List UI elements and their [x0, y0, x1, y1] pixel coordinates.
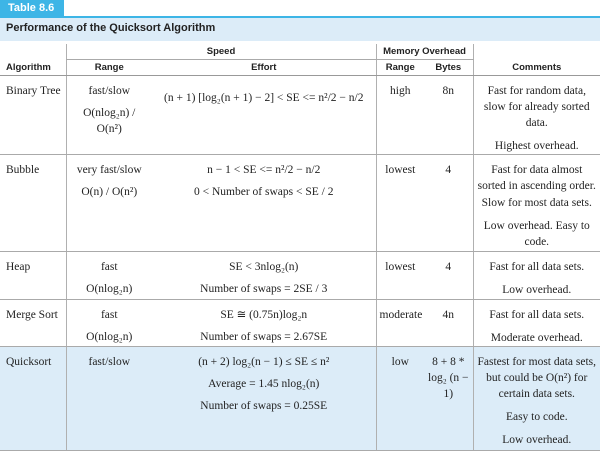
table-label: Table 8.6 [0, 0, 64, 16]
range-line: O(n) / O(n²) [81, 186, 138, 199]
range-line: fast/slow [88, 355, 131, 368]
table-row [0, 252, 600, 299]
effort-line: 0 < Number of swaps < SE / 2 [194, 186, 334, 199]
header-range: Range [66, 60, 152, 76]
bytes-cell: 4 [424, 252, 473, 299]
header-effort: Effort [152, 60, 376, 76]
table-row [0, 346, 600, 450]
algorithm-cell: Quicksort [0, 346, 66, 450]
algorithm-cell: Heap [0, 252, 66, 299]
range-line: fast [100, 261, 118, 274]
header-mem-range: Range [376, 60, 424, 76]
table-row [0, 155, 600, 252]
algorithm-cell: Binary Tree [0, 76, 66, 155]
effort-line: (n + 1) [log₂(n + 1) − 2] < SE <= n²/2 − n/2 [164, 92, 364, 104]
mem-range-cell: high [376, 76, 424, 155]
comment-line: Highest overhead. [494, 140, 579, 153]
comment-line: Low overhead. Easy to code. [483, 219, 590, 248]
comment-line: Easy to code. [505, 411, 568, 424]
comments-cell [473, 299, 600, 346]
bytes-cell: 8n [424, 76, 473, 155]
bytes-cell: 4n [424, 299, 473, 346]
effort-line: Number of swaps = 0.25SE [200, 399, 328, 412]
effort-line: Number of swaps = 2SE / 3 [200, 283, 328, 296]
range-line: very fast/slow [76, 164, 142, 177]
range-cell [66, 76, 152, 155]
effort-cell [152, 76, 376, 155]
comments-cell [473, 76, 600, 155]
effort-cell [152, 346, 376, 450]
comments-cell [473, 252, 600, 299]
effort-cell [152, 299, 376, 346]
table-row [0, 76, 600, 155]
header-comments: Comments [473, 60, 600, 76]
comment-line: Fast for data almost sorted in ascending order. Slow for most data sets. [477, 164, 596, 209]
range-cell [66, 346, 152, 450]
quicksort-performance-table [0, 44, 600, 451]
header-bytes: Bytes [424, 60, 473, 76]
range-line: O(nlog₂n) [86, 330, 133, 343]
mem-range-cell: low [376, 346, 424, 450]
effort-line: Average = 1.45 nlog₂(n) [208, 377, 320, 390]
comment-line: Fast for all data sets. [489, 308, 585, 321]
header-algorithm-spacer [0, 44, 66, 60]
effort-line: Number of swaps = 2.67SE [200, 330, 328, 343]
comment-line: Low overhead. [502, 284, 572, 297]
comment-line: Moderate overhead. [490, 331, 583, 344]
mem-range-cell: moderate [376, 299, 424, 346]
effort-cell [152, 252, 376, 299]
effort-line: SE ≅ (0.75n)log₂n [220, 308, 308, 321]
effort-cell [152, 155, 376, 252]
table-row [0, 299, 600, 346]
comments-cell [473, 155, 600, 252]
effort-line: n − 1 < SE <= n²/2 − n/2 [207, 164, 321, 177]
comments-cell [473, 346, 600, 450]
header-speed: Speed [66, 44, 376, 60]
effort-line: (n + 2) log₂(n − 1) ≤ SE ≤ n² [198, 355, 330, 368]
bytes-cell: 8 + 8 * log₂ (n − 1) [424, 346, 473, 450]
range-line: O(nlog₂n) [86, 283, 133, 296]
mem-range-cell: lowest [376, 155, 424, 252]
algorithm-cell: Merge Sort [0, 299, 66, 346]
range-line: fast [100, 308, 118, 321]
range-cell [66, 252, 152, 299]
effort-line: SE < 3nlog₂(n) [229, 261, 299, 274]
mem-range-cell: lowest [376, 252, 424, 299]
comment-line: Low overhead. [502, 434, 572, 447]
comment-line: Fast for all data sets. [489, 261, 585, 274]
range-line: fast/slow [88, 85, 131, 97]
header-comments-spacer [473, 44, 600, 60]
header-algorithm: Algorithm [0, 60, 66, 76]
comment-line: Fastest for most data sets, but could be O(n²) for certain data sets. [477, 355, 597, 400]
comment-line: Fast for random data, slow for already sorted data. [483, 85, 590, 130]
bytes-cell: 4 [424, 155, 473, 252]
table-title: Performance of the Quicksort Algorithm [6, 22, 216, 34]
range-line: O(nlog₂n) / O(n²) [83, 107, 136, 136]
range-cell [66, 299, 152, 346]
algorithm-cell: Bubble [0, 155, 66, 252]
range-cell [66, 155, 152, 252]
title-bar [0, 16, 600, 41]
header-memory: Memory Overhead [376, 44, 473, 60]
